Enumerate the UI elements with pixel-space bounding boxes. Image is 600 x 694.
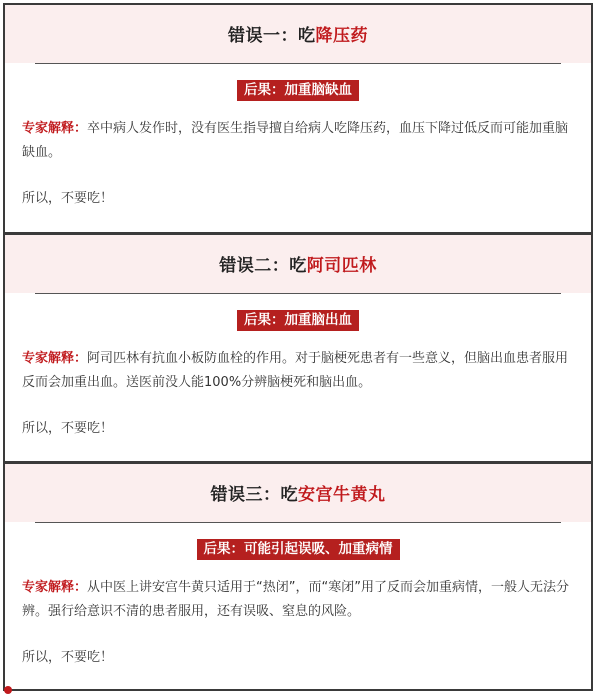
card-header	[5, 464, 591, 522]
mistake-card-2	[3, 233, 593, 463]
card-title: 错误二：吃阿司匹林	[219, 256, 377, 276]
card-title: 错误三：吃安宫牛黄丸	[210, 485, 386, 505]
expert-explanation	[22, 347, 577, 395]
divider	[35, 293, 561, 294]
divider	[35, 63, 561, 64]
card-header	[5, 235, 591, 293]
conclusion-text: 所以，不要吃！	[22, 650, 114, 665]
card-title: 错误一：吃降压药	[228, 26, 368, 46]
explanation-label: 专家解释：	[22, 121, 88, 136]
mistake-card-3	[3, 462, 593, 691]
expert-explanation	[22, 117, 577, 165]
consequence-badge: 后果：可能引起误吸、加重病情	[197, 539, 400, 560]
explanation-text: 卒中病人发作时，没有医生指导擅自给病人吃降压药，血压下降过低反而可能加重脑缺血。	[22, 121, 569, 160]
consequence-badge: 后果：加重脑缺血	[237, 80, 359, 101]
title-highlight: 阿司匹林	[306, 256, 377, 276]
consequence-badge: 后果：加重脑出血	[237, 310, 359, 331]
mistake-card-1	[3, 3, 593, 234]
title-highlight: 安宫牛黄丸	[298, 485, 386, 505]
card-header	[5, 5, 591, 63]
explanation-text: 阿司匹林有抗血小板防血栓的作用。对于脑梗死患者有一些意义，但脑出血患者服用反而会加重出血。送医前没人能100%分辨脑梗死和脑出血。	[22, 351, 569, 390]
explanation-label: 专家解释：	[22, 580, 88, 595]
explanation-label: 专家解释：	[22, 351, 88, 366]
divider	[35, 522, 561, 523]
title-highlight: 降压药	[315, 26, 368, 46]
explanation-text: 从中医上讲安宫牛黄只适用于“热闭”，而“寒闭”用了反而会加重病情，一般人无法分辨。强行给意识不清的患者服用，还有误吸、窒息的风险。	[22, 580, 569, 619]
expert-explanation	[22, 576, 577, 624]
conclusion-text: 所以，不要吃！	[22, 191, 114, 206]
conclusion-text: 所以，不要吃！	[22, 421, 114, 436]
